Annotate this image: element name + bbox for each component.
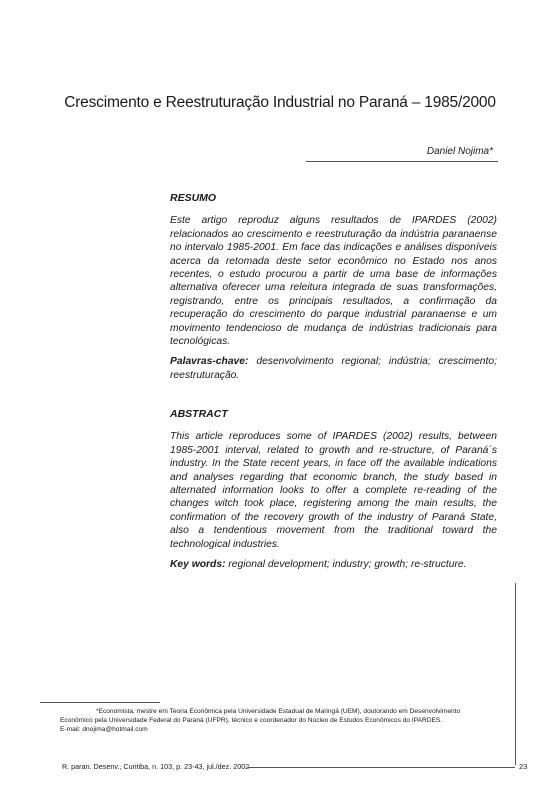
author-divider	[306, 161, 498, 162]
abstract-heading: ABSTRACT	[170, 408, 228, 420]
footnote-line: Econômico pela Universidade Federal do Paraná (UFPR), técnico e coordenador do Núcleo de Estudos Econômicos do IPARDES.	[60, 716, 443, 724]
author-footnote	[60, 708, 500, 735]
resumo-keywords	[170, 355, 497, 382]
resumo-text: Este artigo reproduz alguns resultados de IPARDES (2002) relacionados ao crescimento e reestruturação da indústria paranaense no intervalo 1985-2001. Em face das indicações e análises disponíveis acerca da retomada deste setor econômico no Estado nos anos recentes, o estudo procurou a partir de uma base de informações alternativa oferecer uma releitura integrada de suas transformações, registrando, entre os principais resultados, a confirmação da recuperação do crescimento do parque industrial paranaense e um movimento tendencioso de mudança de indústrias tradicionais para tecnológicas.	[170, 215, 497, 348]
abstract-keywords	[170, 558, 497, 571]
abstract-keywords-text: regional development; industry; growth; re-structure.	[225, 559, 467, 571]
abstract-section	[170, 408, 497, 571]
footnote-divider	[40, 702, 160, 703]
article-title: Crescimento e Reestruturação Industrial no Paraná – 1985/2000	[64, 94, 496, 111]
abstract-keywords-label: Key words:	[170, 559, 226, 571]
margin-rule	[515, 583, 516, 765]
journal-citation: R. paran. Desenv., Curitiba, n. 103, p. 23-43, jul./dez. 2002	[62, 762, 250, 771]
footer-divider	[248, 767, 515, 768]
resumo-section	[170, 192, 497, 382]
author-name: Daniel Nojima*	[426, 146, 493, 157]
footnote-line: *Economista, mestre em Teoria Econômica pela Universidade Estadual de Maringá (UEM), doutorando em Desenvolvimento	[96, 708, 461, 715]
footnote-line: E-mail: dnojima@hotmail.com	[60, 725, 148, 733]
resumo-keywords-text: desenvolvimento regional; indústria; crescimento; reestruturação.	[170, 356, 497, 381]
resumo-keywords-label: Palavras-chave:	[170, 356, 249, 368]
resumo-heading: RESUMO	[170, 192, 217, 204]
abstract-text: This article reproduces some of IPARDES (2002) results, between 1985-2001 interval, related to growth and re-structure, of Paraná´s industry. In the State recent years, in face off the available indications and analyses regarding that economic branch, the study based in alternated information looks to offer a complete re-reading of the changes witch took place, registering among the main results, the confirmation of the recovery growth of the industry of Paraná State, also a tendentious movement from the traditional toward the technological industries.	[170, 431, 497, 550]
page-number: 23	[519, 762, 528, 771]
